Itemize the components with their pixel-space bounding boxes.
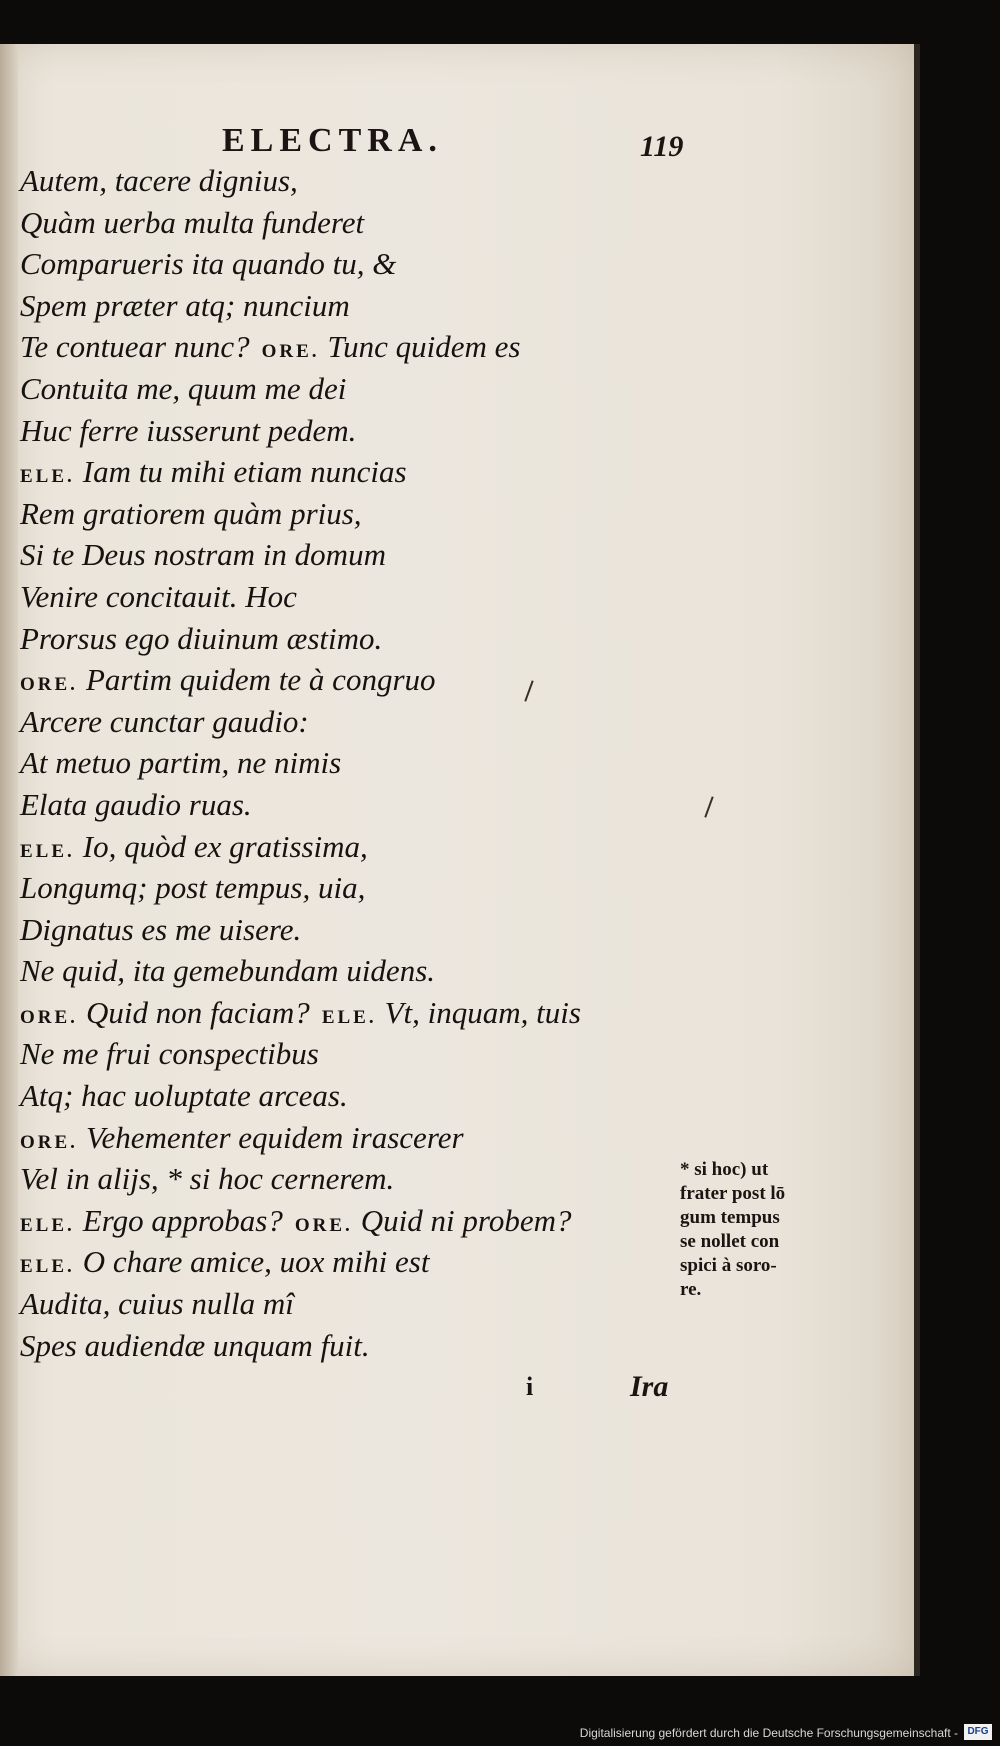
verse-text-segment: Dignatus es me uisere. <box>20 911 302 947</box>
page-number: 119 <box>640 130 684 163</box>
verse-line <box>20 160 640 202</box>
verse-line <box>20 493 640 535</box>
verse-text-segment: Audita, cuius nulla mî <box>20 1286 294 1322</box>
footer-credit: Digitalisierung gefördert durch die Deutsche Forschungsgemeinschaft - <box>579 1726 958 1740</box>
marginal-note-line: * si hoc) ut <box>680 1159 769 1180</box>
verse-text-segment: Io, quòd ex gratissima, <box>82 828 368 864</box>
signature-mark: i <box>526 1372 534 1401</box>
verse-line <box>20 1200 640 1242</box>
verse-text-segment: O chare amice, uox mihi est <box>82 1244 430 1280</box>
verse-text-segment: Longumq; post tempus, uia, <box>20 870 366 906</box>
verse-text-segment: Contuita me, quum me dei <box>20 370 347 406</box>
verse-text-segment: At metuo partim, ne nimis <box>20 745 342 781</box>
verse-text-segment: Quid non faciam? <box>85 994 310 1030</box>
verse-line <box>20 576 640 618</box>
speaker-label: ELE. <box>20 1256 75 1278</box>
verse-line <box>20 992 640 1034</box>
verse-text-segment: Arcere cunctar gaudio: <box>20 703 309 739</box>
marginal-note-line: se nollet con <box>680 1231 780 1252</box>
verse-line <box>20 1158 640 1200</box>
verse-text-segment: Tunc quidem es <box>327 329 521 365</box>
verse-text-segment: Quàm uerba multa funderet <box>20 204 365 240</box>
verse-line <box>20 701 640 743</box>
verse-text-segment: Venire concitauit. Hoc <box>20 578 297 614</box>
verse-text-segment: Comparueris ita quando tu, & <box>20 246 397 282</box>
verse-text-segment: Prorsus ego diuinum æstimo. <box>20 620 383 656</box>
verse-text-segment: Si te Deus nostram in domum <box>20 537 386 573</box>
catchword: Ira <box>630 1370 669 1403</box>
verse-text <box>20 160 640 1366</box>
verse-line <box>20 243 640 285</box>
speaker-label: ELE. <box>20 1214 75 1236</box>
verse-text-segment: Partim quidem te à congruo <box>85 662 436 698</box>
verse-line <box>20 368 640 410</box>
verse-line <box>20 950 640 992</box>
verse-text-segment: Vt, inquam, tuis <box>384 994 581 1030</box>
dfg-logo-icon: DFG <box>964 1724 992 1740</box>
verse-text-segment: Huc ferre iusserunt pedem. <box>20 412 357 448</box>
verse-line <box>20 1033 640 1075</box>
verse-line <box>20 1241 640 1283</box>
verse-line <box>20 826 640 868</box>
verse-text-segment: Vehementer equidem irascerer <box>85 1119 464 1155</box>
marginal-note-line: re. <box>680 1279 702 1300</box>
speaker-label: ELE. <box>20 840 75 862</box>
verse-text-segment: Quid ni probem? <box>360 1202 572 1238</box>
verse-text-segment: Vel in alijs, * si hoc cernerem. <box>20 1161 395 1197</box>
verse-line <box>20 410 640 452</box>
verse-line <box>20 1075 640 1117</box>
speaker-label: ORE. <box>20 1006 78 1028</box>
verse-line <box>20 1325 640 1367</box>
marginal-note <box>680 1158 860 1302</box>
verse-line <box>20 285 640 327</box>
verse-text-segment: Ne me frui conspectibus <box>20 1036 319 1072</box>
verse-line <box>20 659 640 701</box>
verse-line <box>20 867 640 909</box>
speaker-label: ORE. <box>20 674 78 696</box>
marginal-note-line: gum tempus <box>680 1207 780 1228</box>
verse-text-segment: Atq; hac uoluptate arceas. <box>20 1078 348 1114</box>
verse-line <box>20 909 640 951</box>
verse-line <box>20 618 640 660</box>
verse-line <box>20 534 640 576</box>
verse-text-segment: Elata gaudio ruas. <box>20 786 252 822</box>
verse-line <box>20 1117 640 1159</box>
verse-text-segment: Ne quid, ita gemebundam uidens. <box>20 953 436 989</box>
speaker-label: ORE. <box>294 1214 353 1236</box>
verse-text-segment: Ergo approbas? <box>82 1202 283 1238</box>
speaker-label: ELE. <box>321 1006 377 1028</box>
running-head: ELECTRA. <box>222 122 443 159</box>
page-gutter <box>0 44 18 1676</box>
verse-text-segment: Iam tu mihi etiam nuncias <box>82 454 407 490</box>
verse-line <box>20 784 640 826</box>
verse-line <box>20 326 640 368</box>
verse-line <box>20 451 640 493</box>
verse-line <box>20 1283 640 1325</box>
speaker-label: ORE. <box>261 341 320 363</box>
verse-text-segment: Spes audiendæ unquam fuit. <box>20 1327 370 1363</box>
verse-text-segment: Spem præter atq; nuncium <box>20 287 350 323</box>
verse-text-segment: Rem gratiorem quàm prius, <box>20 495 362 531</box>
verse-line <box>20 742 640 784</box>
verse-text-segment: Autem, tacere dignius, <box>20 163 298 198</box>
speaker-label: ORE. <box>20 1131 78 1153</box>
verse-text-segment: Te contuear nunc? <box>20 329 250 365</box>
speaker-label: ELE. <box>20 466 75 488</box>
marginal-note-line: spici à soro- <box>680 1255 777 1276</box>
marginal-note-line: frater post lō <box>680 1183 786 1204</box>
verse-line <box>20 202 640 244</box>
